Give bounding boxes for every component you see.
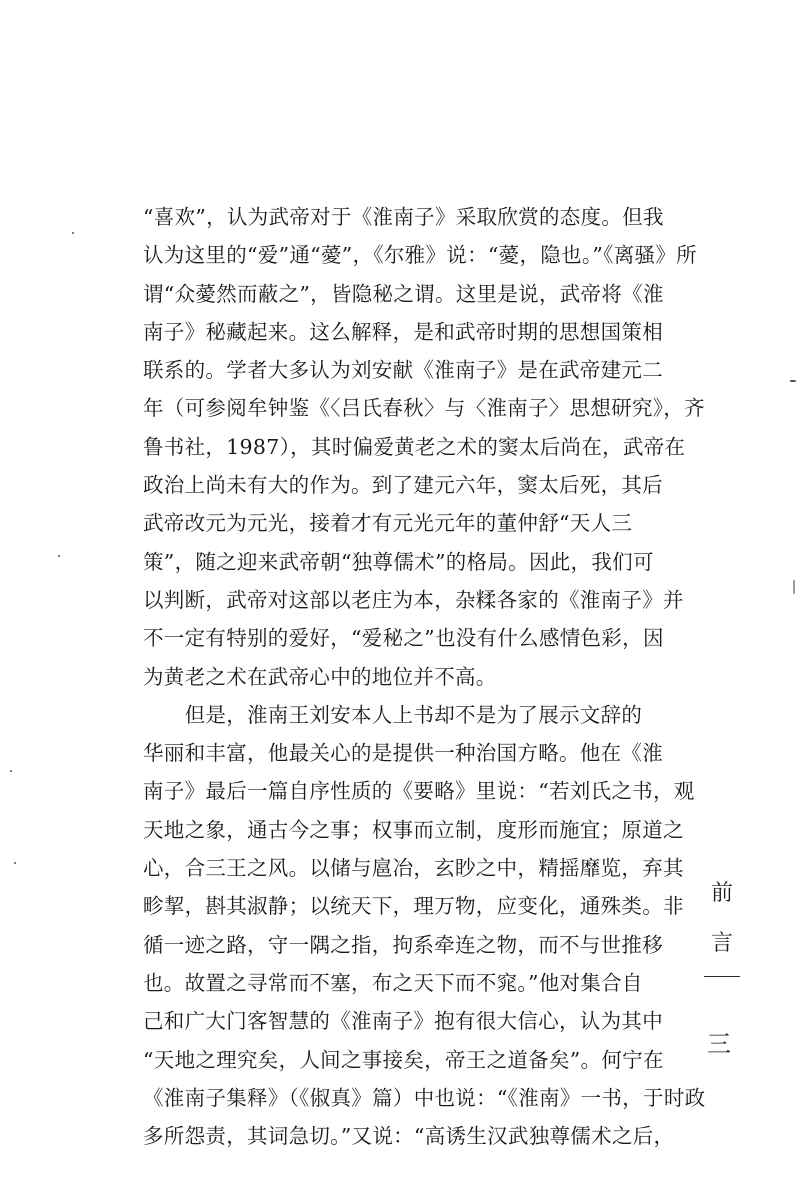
- text-line: 认为这里的“爱”通“薆”，《尔雅》说：“薆，隐也。”《离骚》所: [143, 243, 697, 268]
- text-line: 也。故置之寻常而不塞，布之天下而不窕。”他对集合自: [143, 970, 643, 995]
- text-line: 己和广大门客智慧的《淮南子》抱有很大信心，认为其中: [143, 1009, 663, 1034]
- text-line: 多所怨责，其词急切。”又说：“高诱生汉武独尊儒术之后，: [143, 1124, 675, 1149]
- text-line: 心，合三王之风。以储与扈冶，玄眇之中，精摇靡览，弃其: [143, 856, 684, 881]
- scan-speck: [790, 380, 796, 382]
- text-line: 《淮南子集释》（《俶真》篇）中也说：“《淮南》一书，于时政: [143, 1085, 706, 1110]
- running-head-char: 前: [710, 881, 733, 906]
- text-line: 政治上尚未有大的作为。到了建元六年，窦太后死，其后: [143, 473, 663, 498]
- text-line: 不一定有特别的爱好，“爱秘之”也没有什么感情色彩，因: [143, 626, 664, 651]
- text-line: 循一迹之路，守一隅之指，拘系牵连之物，而不与世推移: [143, 932, 663, 957]
- text-line: “天地之理究矣，人间之事接矣，帝王之道备矣”。何宁在: [143, 1047, 664, 1072]
- text-line: 谓“众薆然而蔽之”，皆隐秘之谓。这里是说，武帝将《淮: [143, 281, 664, 306]
- page-number: 三: [707, 1030, 731, 1058]
- scan-speck: [58, 555, 60, 557]
- scan-speck: [14, 862, 16, 864]
- text-line: 年（可参阅牟钟鉴《〈吕氏春秋〉与〈淮南子〉思想研究》，齐: [143, 396, 705, 421]
- running-head: [702, 880, 742, 977]
- scan-speck: [10, 770, 12, 772]
- body-text: [143, 198, 706, 1155]
- text-line: 天地之象，通古今之事；权事而立制，度形而施宜；原道之: [143, 817, 684, 842]
- scan-speck: [72, 232, 74, 234]
- text-line: 南子》秘藏起来。这么解释，是和武帝时期的思想国策相: [143, 319, 663, 344]
- running-head-char: 言: [710, 931, 733, 956]
- text-line: 武帝改元为元光，接着才有元光元年的董仲舒“天人三: [143, 511, 633, 536]
- running-head-rule: [704, 976, 740, 977]
- scan-speck: [793, 580, 795, 594]
- text-line: 华丽和丰富，他最关心的是提供一种治国方略。他在《淮: [143, 741, 663, 766]
- text-line: 策”，随之迎来武帝朝“独尊儒术”的格局。因此，我们可: [143, 549, 654, 574]
- text-line: 为黄老之术在武帝心中的地位并不高。: [143, 664, 497, 689]
- text-line: “喜欢”，认为武帝对于《淮南子》采取欣赏的态度。但我: [143, 205, 664, 229]
- text-line: 南子》最后一篇自序性质的《要略》里说：“若刘氏之书，观: [143, 779, 695, 804]
- text-line: 以判断，武帝对这部以老庄为本，杂糅各家的《淮南子》并: [143, 587, 684, 612]
- text-line: 鲁书社，1987），其时偏爱黄老之术的窦太后尚在，武帝在: [143, 434, 686, 459]
- text-line: 联系的。学者大多认为刘安献《淮南子》是在武帝建元二: [143, 358, 663, 383]
- text-line: 但是，淮南王刘安本人上书却不是为了展示文辞的: [143, 702, 643, 727]
- text-line: 畛挈，斟其淑静；以统天下，理万物，应变化，通殊类。非: [143, 894, 684, 919]
